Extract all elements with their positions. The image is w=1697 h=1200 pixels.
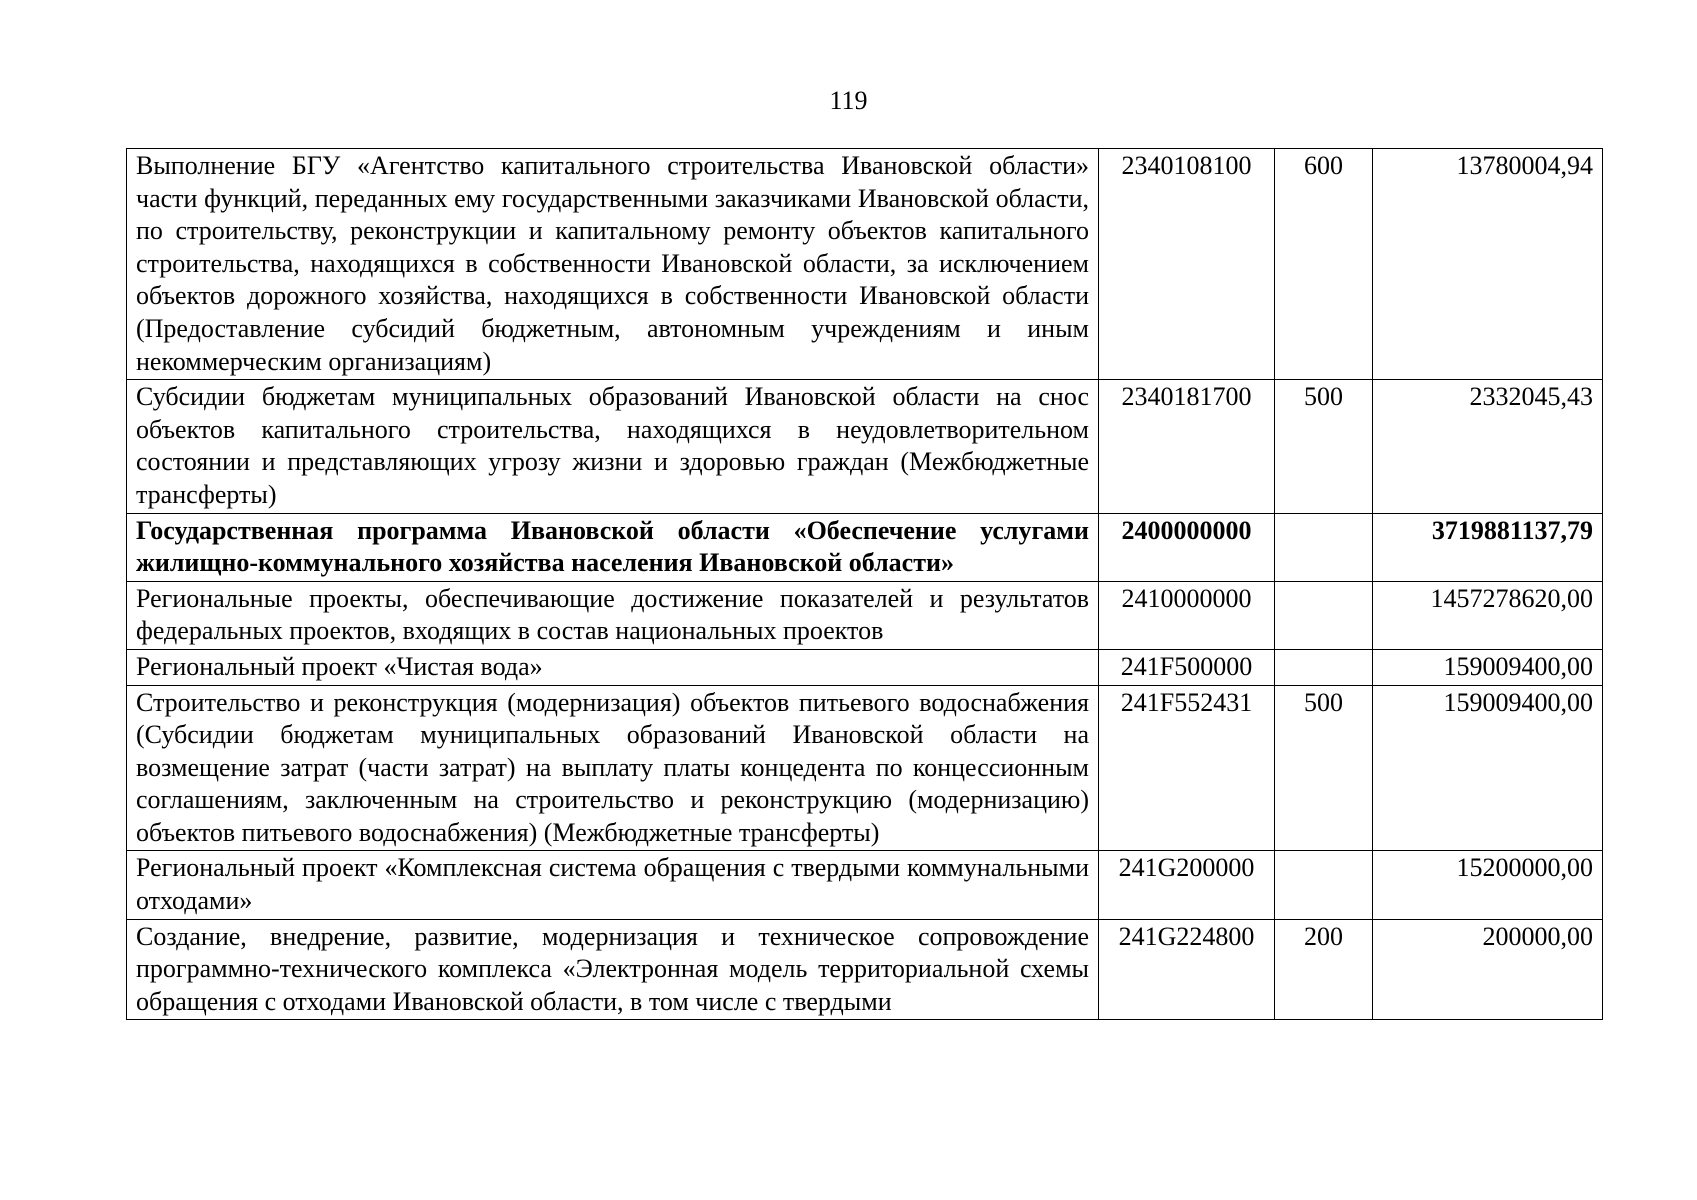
row-amount: 2332045,43	[1373, 380, 1603, 513]
row-target-article-code: 241G200000	[1099, 851, 1275, 919]
table-row	[127, 851, 1603, 919]
row-target-article-code: 241F552431	[1099, 685, 1275, 851]
table-row	[127, 649, 1603, 685]
row-target-article-code: 241F500000	[1099, 649, 1275, 685]
table-row	[127, 919, 1603, 1020]
row-expense-type-code	[1275, 649, 1373, 685]
row-amount: 13780004,94	[1373, 149, 1603, 380]
row-name: Строительство и реконструкция (модернизация) объектов питьевого водоснабжения (Субсидии бюджетам муниципальных образований Ивановской области на возмещение затрат (части затрат) на выплату платы концедента по концессионным соглашениям, заключенным на строительство и реконструкцию (модернизацию) объектов питьевого водоснабжения) (Межбюджетные трансферты)	[127, 685, 1099, 851]
table-row	[127, 685, 1603, 851]
row-amount: 1457278620,00	[1373, 581, 1603, 649]
row-name: Создание, внедрение, развитие, модернизация и техническое сопровождение программно-технического комплекса «Электронная модель территориальной схемы обращения с отходами Ивановской области, в том числе с твердыми	[127, 919, 1099, 1020]
row-name: Субсидии бюджетам муниципальных образований Ивановской области на снос объектов капитального строительства, находящихся в неудовлетворительном состоянии и представляющих угрозу жизни и здоровью граждан (Межбюджетные трансферты)	[127, 380, 1099, 513]
row-target-article-code: 2340181700	[1099, 380, 1275, 513]
row-name: Региональные проекты, обеспечивающие достижение показателей и результатов федеральных проектов, входящих в состав национальных проектов	[127, 581, 1099, 649]
row-amount: 15200000,00	[1373, 851, 1603, 919]
table-row	[127, 581, 1603, 649]
budget-table	[126, 148, 1603, 1020]
row-target-article-code: 2400000000	[1099, 513, 1275, 581]
table-row	[127, 380, 1603, 513]
row-expense-type-code: 500	[1275, 685, 1373, 851]
row-name: Государственная программа Ивановской области «Обеспечение услугами жилищно-коммунального хозяйства населения Ивановской области»	[127, 513, 1099, 581]
page-number: 119	[829, 86, 868, 115]
row-expense-type-code: 200	[1275, 919, 1373, 1020]
row-name: Региональный проект «Чистая вода»	[127, 649, 1099, 685]
row-amount: 3719881137,79	[1373, 513, 1603, 581]
row-expense-type-code: 500	[1275, 380, 1373, 513]
row-name: Региональный проект «Комплексная система обращения с твердыми коммунальными отходами»	[127, 851, 1099, 919]
row-target-article-code: 241G224800	[1099, 919, 1275, 1020]
row-amount: 200000,00	[1373, 919, 1603, 1020]
table-row	[127, 149, 1603, 380]
row-amount: 159009400,00	[1373, 685, 1603, 851]
table-row-program	[127, 513, 1603, 581]
row-expense-type-code	[1275, 851, 1373, 919]
row-target-article-code: 2410000000	[1099, 581, 1275, 649]
row-name: Выполнение БГУ «Агентство капитального строительства Ивановской области» части функций, переданных ему государственными заказчиками Ивановской области, по строительству, реконструкции и капитальному ремонту объектов капитального строительства, находящихся в собственности Ивановской области, за исключением объектов дорожного хозяйства, находящихся в собственности Ивановской области (Предоставление субсидий бюджетным, автономным учреждениям и иным некоммерческим организациям)	[127, 149, 1099, 380]
row-expense-type-code	[1275, 581, 1373, 649]
row-target-article-code: 2340108100	[1099, 149, 1275, 380]
row-amount: 159009400,00	[1373, 649, 1603, 685]
row-expense-type-code	[1275, 513, 1373, 581]
row-expense-type-code: 600	[1275, 149, 1373, 380]
